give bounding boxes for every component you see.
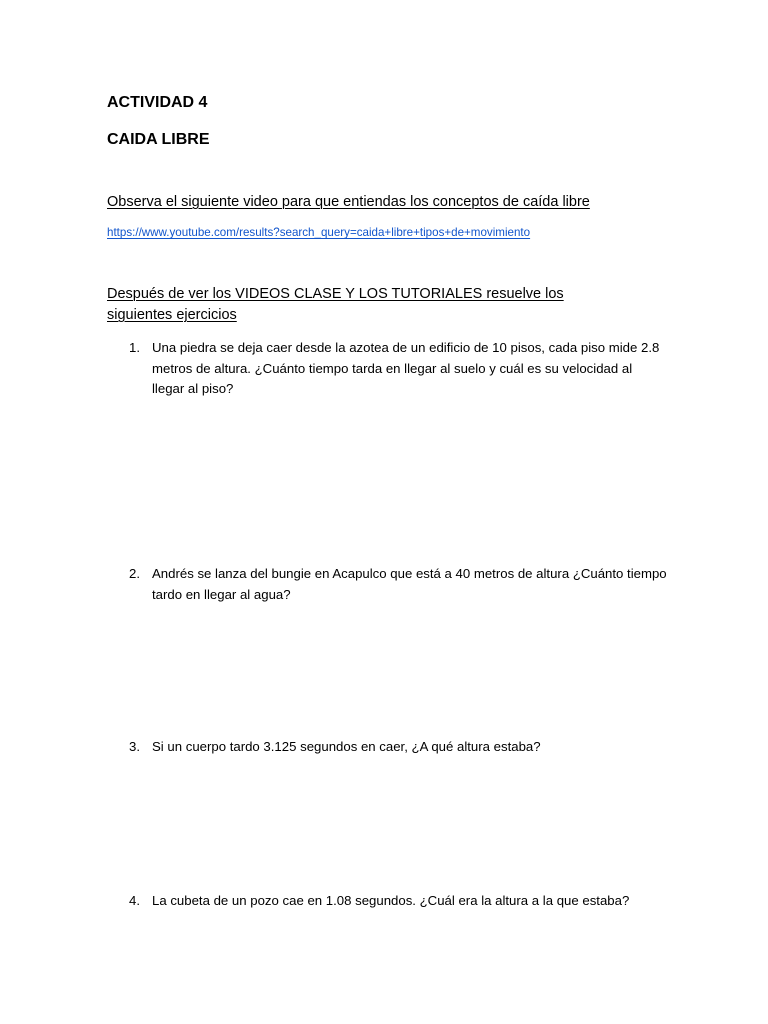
document-subtitle: CAIDA LIBRE	[107, 131, 210, 148]
exercise-text: La cubeta de un pozo cae en 1.08 segundos. ¿Cuál era la altura a la que estaba?	[152, 893, 630, 908]
exercise-item	[122, 338, 667, 400]
exercise-item	[122, 737, 667, 758]
exercise-item	[122, 564, 667, 605]
exercise-text: Si un cuerpo tardo 3.125 segundos en caer, ¿A qué altura estaba?	[152, 739, 541, 754]
video-instruction: Observa el siguiente video para que entiendas los conceptos de caída libre	[107, 194, 590, 210]
exercise-text: Una piedra se deja caer desde la azotea de un edificio de 10 pisos, cada piso mide 2.8 metros de altura. ¿Cuánto tiempo tarda en llegar al suelo y cuál es su velocidad al llegar al piso?	[152, 340, 660, 396]
exercise-number: 1.	[129, 340, 140, 355]
exercise-number: 4.	[129, 893, 140, 908]
exercises-instruction: Después de ver los VIDEOS CLASE Y LOS TUTORIALES resuelve los siguientes ejercicios	[107, 286, 564, 323]
document-title: ACTIVIDAD 4	[107, 94, 208, 111]
exercise-item	[122, 891, 667, 912]
video-link[interactable]: https://www.youtube.com/results?search_query=caida+libre+tipos+de+movimiento	[107, 226, 531, 239]
exercise-number: 3.	[129, 739, 140, 754]
exercise-number: 2.	[129, 566, 140, 581]
exercise-text: Andrés se lanza del bungie en Acapulco que está a 40 metros de altura ¿Cuánto tiempo tardo en llegar al agua?	[152, 566, 667, 602]
